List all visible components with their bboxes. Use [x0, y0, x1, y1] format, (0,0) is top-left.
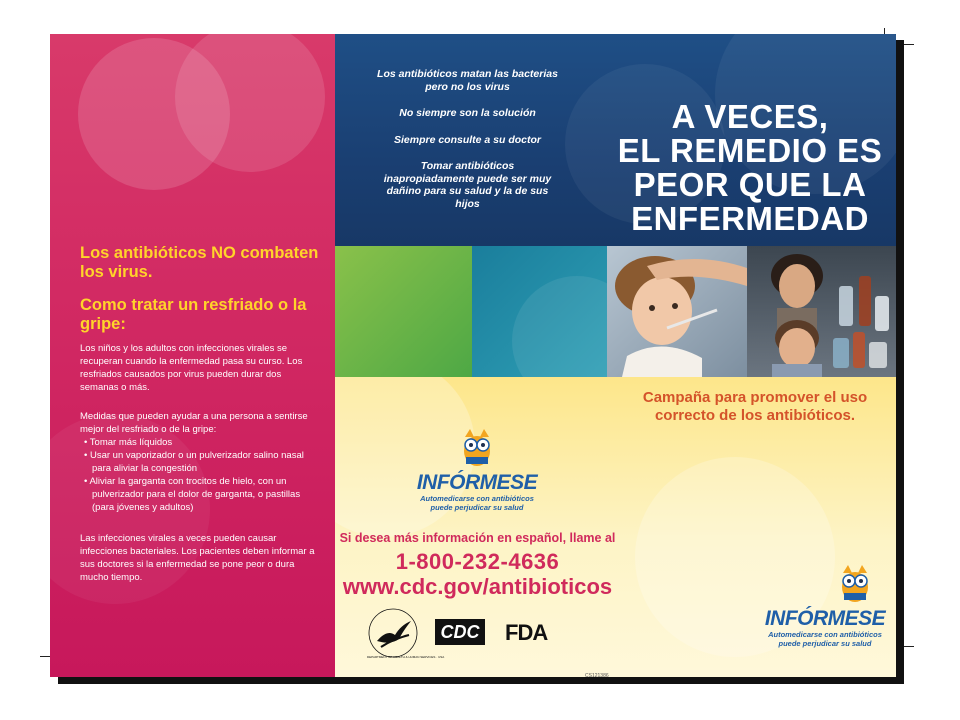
bullet-item: • Tomar más líquidos: [84, 437, 173, 448]
print-code: CS121386: [585, 673, 609, 677]
informese-logo-cover: [755, 563, 895, 648]
hhs-logo-icon: [365, 605, 421, 661]
logo-tagline: Automedicarse con antibióticos: [768, 630, 882, 639]
statement-item: Tomar antibióticos inapropiadamente puede ser muy dañino para su salud y la de sus hijos: [383, 160, 552, 210]
paragraph-bacterial: Las infecciones virales a veces pueden causar infecciones bacteriales. Los pacientes deben informar a sus doctores si la enfermedad se pone peor o dura mucho tiempo.: [80, 533, 315, 583]
brochure: [50, 34, 896, 677]
hhs-logo-text: DEPARTMENT OF HEALTH & HUMAN SERVICES · USA: [367, 655, 445, 659]
fda-logo-text: FDA: [505, 620, 548, 645]
website-url: www.cdc.gov/antibioticos: [342, 574, 613, 599]
paragraph-measures: Medidas que pueden ayudar a una persona a sentirse mejor del resfriado o de la gripe:: [80, 411, 308, 435]
heading-cold-treatment: Como tratar un resfriado o la gripe:: [80, 296, 307, 333]
bullet-item: • Aliviar la garganta con trocitos de hielo, con un pulverizador para el dolor de garganta, o pastillas (para jóvenes y adultos): [84, 476, 301, 513]
cdc-logo: [435, 619, 485, 645]
page-shadow: [896, 40, 904, 684]
headline-line: ENFERMEDAD: [631, 200, 869, 237]
statement-item: Los antibióticos matan las bacterias pero no los virus: [377, 68, 558, 93]
heading-no-virus: Los antibióticos NO combaten los virus.: [80, 244, 319, 281]
cdc-logo-text: CDC: [440, 622, 480, 642]
phone-number: 1-800-232-4636: [395, 549, 560, 574]
headline-line: PEOR QUE LA: [633, 166, 867, 203]
green-block: [335, 246, 472, 377]
logo-word: INFÓRMESE: [416, 471, 538, 494]
bottom-panel: [335, 377, 896, 677]
family-photo: [607, 246, 896, 377]
headline: [605, 100, 895, 236]
fda-logo: [505, 620, 565, 646]
statement-list: [375, 68, 560, 224]
statement-item: Siempre consulte a su doctor: [393, 133, 542, 146]
informese-logo: [407, 427, 547, 512]
owl-icon: [460, 427, 494, 467]
top-panel: [335, 34, 896, 246]
headline-line: EL REMEDIO ES: [617, 132, 883, 169]
logo-tagline: Automedicarse con antibióticos: [420, 494, 534, 503]
page-shadow: [58, 677, 904, 684]
logo-word: INFÓRMESE: [764, 607, 886, 630]
owl-icon: [838, 563, 872, 603]
campaign-text: Campaña para promover el uso correcto de los antibióticos.: [642, 389, 868, 424]
logo-tagline: puede perjudicar su salud: [430, 503, 524, 512]
teal-block: [472, 246, 607, 377]
left-panel-text: [80, 244, 320, 584]
bullet-item: • Usar un vaporizador o un pulverizador salino nasal para aliviar la congestión: [84, 450, 304, 474]
left-panel: [50, 34, 335, 677]
photo-illustration: [607, 246, 896, 377]
headline-line: A VECES,: [671, 98, 829, 135]
paragraph-recovery: Los niños y los adultos con infecciones virales se recuperan cuando la enfermedad pasa su curso. Los resfriados causados por virus pueden durar dos semanas o más.: [80, 343, 303, 393]
decorative-circle: [512, 276, 607, 377]
decorative-circle: [175, 34, 325, 172]
info-line: Si desea más información en español, llame al: [339, 531, 616, 545]
logo-tagline: puede perjudicar su salud: [778, 639, 872, 648]
statement-item: No siempre son la solución: [399, 107, 536, 119]
agency-logos: [365, 605, 595, 661]
